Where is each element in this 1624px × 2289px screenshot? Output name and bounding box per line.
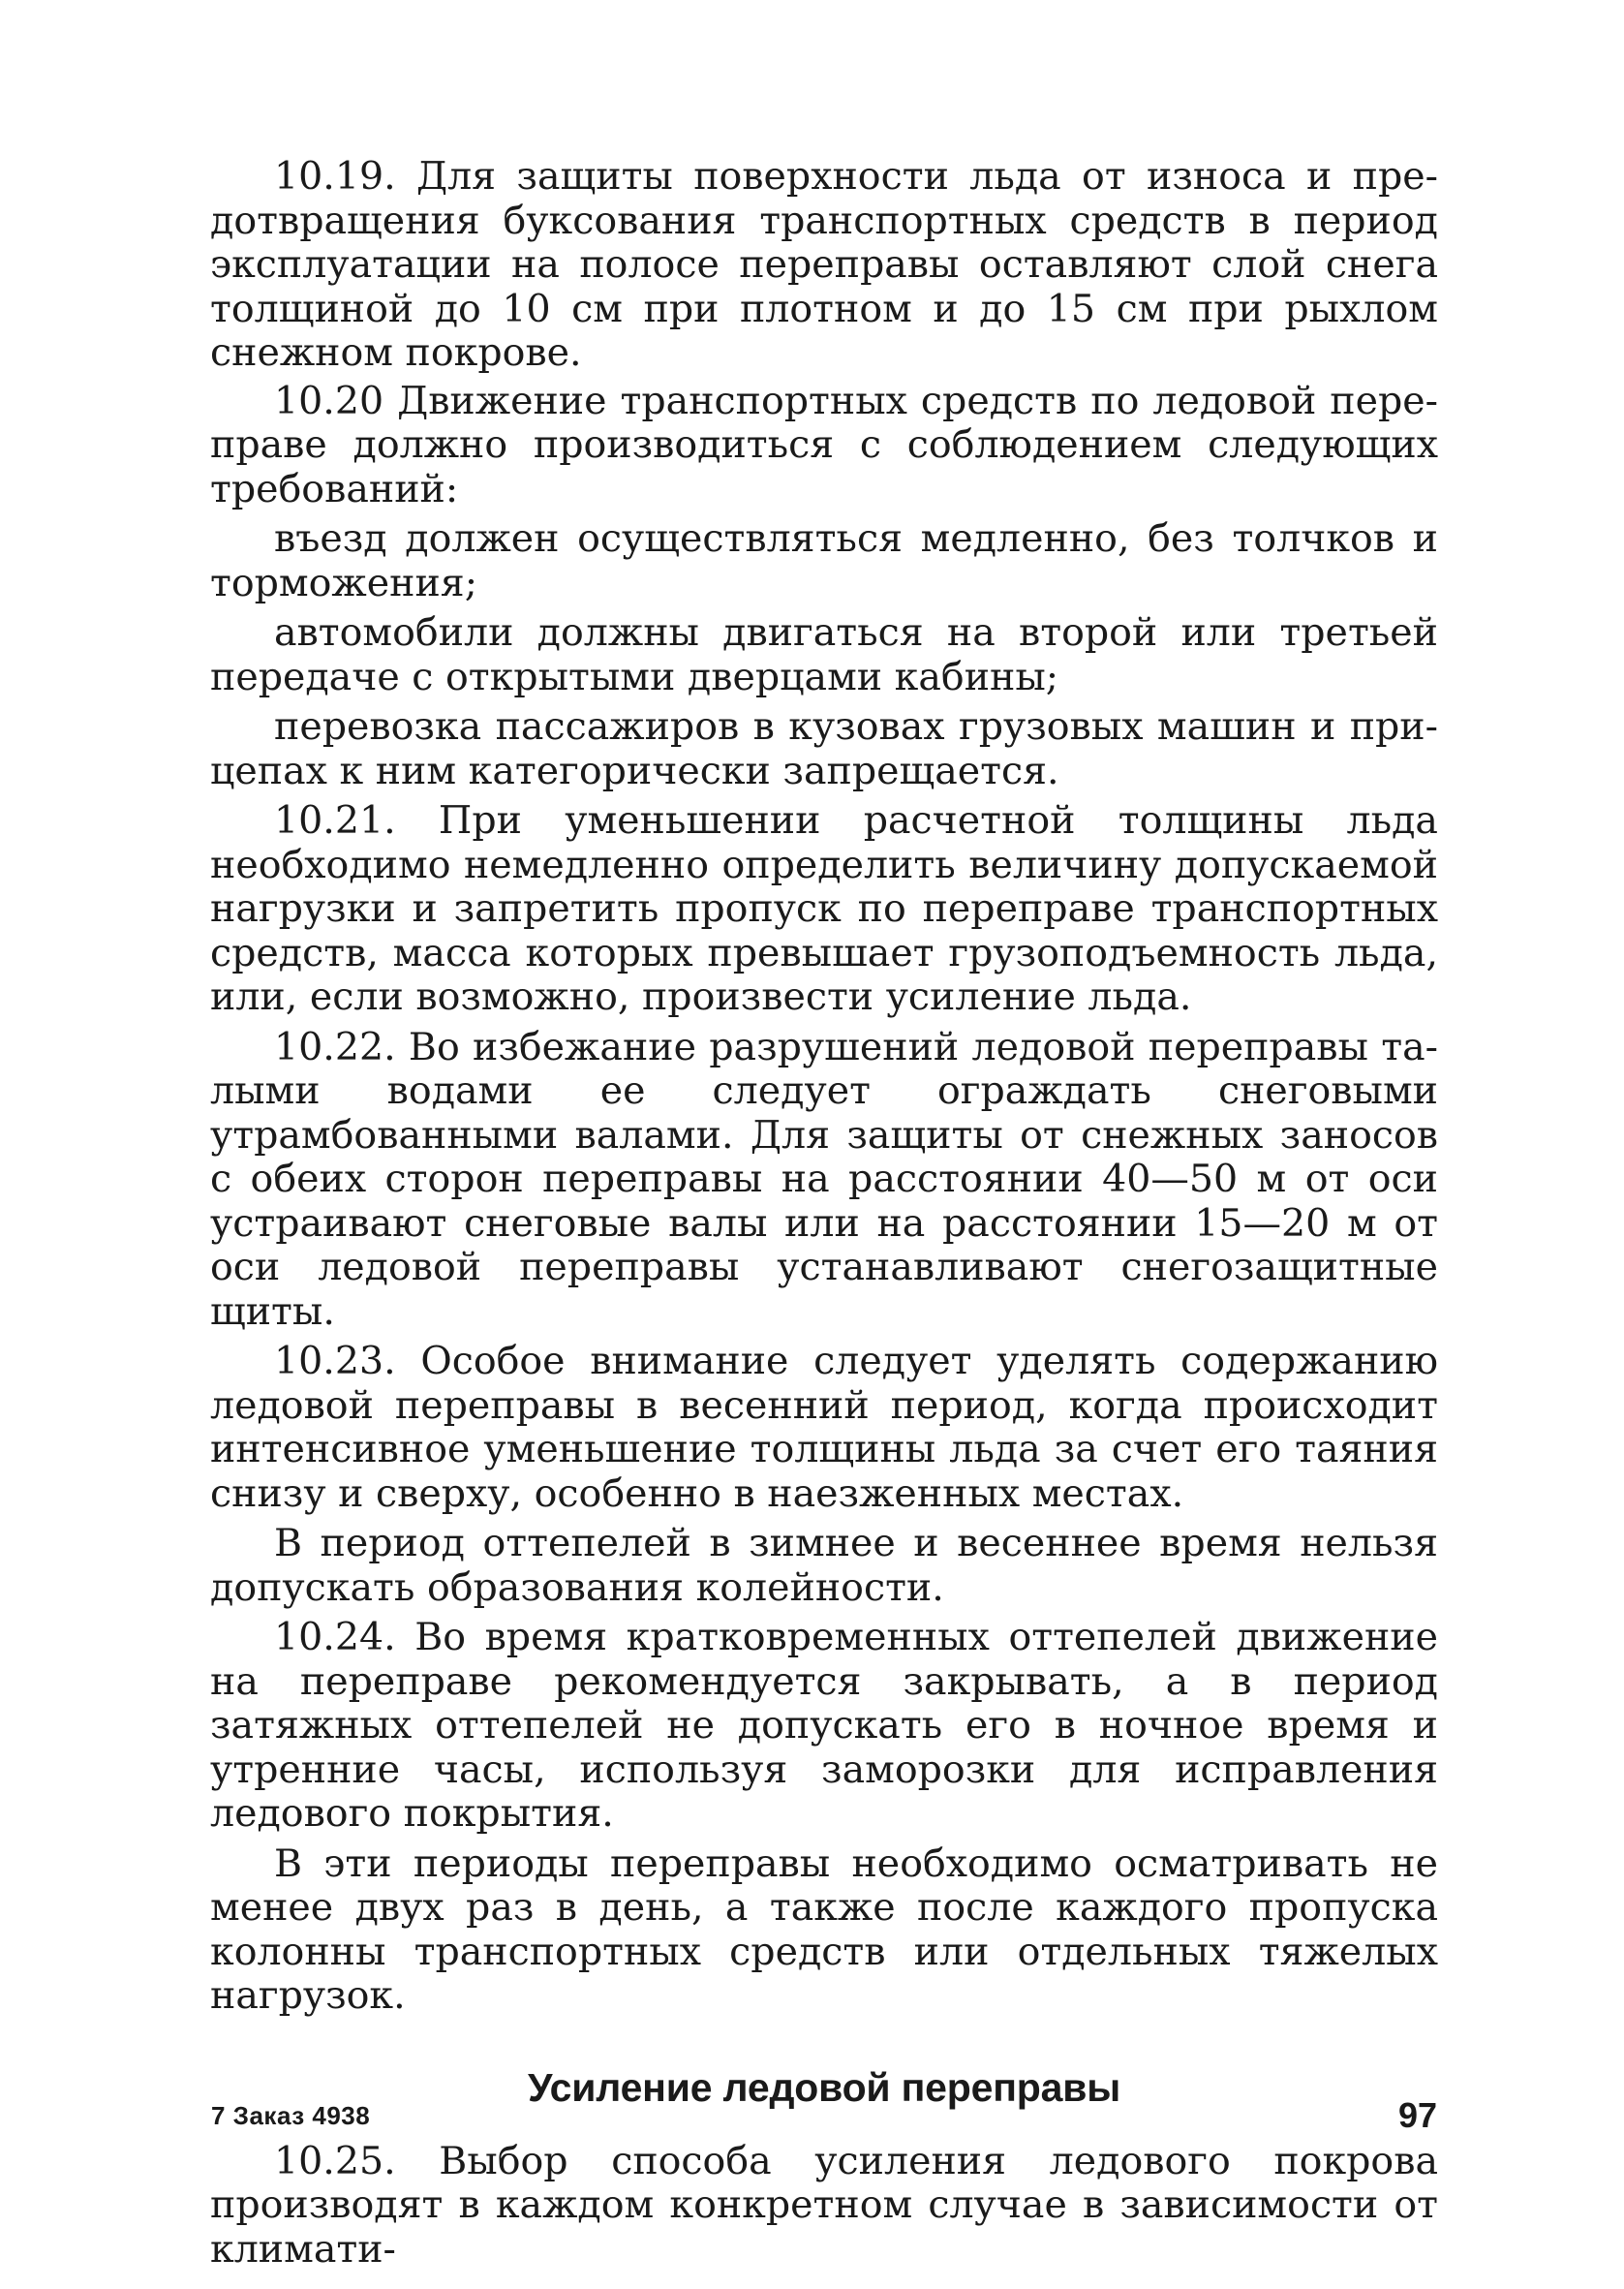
paragraph-10-20: 10.20 Движение транспортных средств по ледовой переправе должно производиться с соблюдением следующих требований: (210, 378, 1438, 511)
paragraph-10-19: 10.19. Для защиты поверхности льда от износа и предотвращения буксования транспортных средств в период эксплуатации на полосе переправы оставляют слой снега толщиной до 10 см при плотном и до 15 см при рыхлом снежном покрове. (210, 154, 1438, 375)
list-item-vehicles: автомобили должны двигаться на второй или третьей передаче с открытыми дверцами кабины; (210, 610, 1438, 699)
page-footer (211, 2095, 1437, 2140)
paragraph-10-22: 10.22. Во избежание разрушений ледовой переправы талыми водами ее следует ограждать снеговыми утрамбованными валами. Для защиты от снежных заносов с обеих сторон переправы на расстоянии 40—50 м от оси устраивают снеговые валы или на расстоянии 15—20 м от оси ледовой переправы устанавливают снегозащитные щиты. (210, 1024, 1438, 1334)
paragraph-10-23: 10.23. Особое внимание следует уделять содержанию ледовой переправы в весенний период, когда происходит интенсивное уменьшение толщины льда за счет его таяния снизу и сверху, особенно в наезженных местах. (210, 1339, 1438, 1516)
paragraph-10-25: 10.25. Выбор способа усиления ледового покрова производят в каждом конкретном случае в зависимости от климати- (210, 2138, 1438, 2272)
paragraph-thaw-period: В период оттепелей в зимнее и весеннее время нельзя допускать образования колейности. (210, 1521, 1438, 1610)
list-item-entry: въезд должен осуществляться медленно, без толчков и торможения; (210, 516, 1438, 605)
paragraph-10-21: 10.21. При уменьшении расчетной толщины льда необходимо немедленно определить величину допускаемой нагрузки и запретить пропуск по переправе транспортных средств, масса которых превышает грузоподъемность льда, или, если возможно, произвести усиление льда. (210, 798, 1438, 1019)
paragraph-inspection: В эти периоды переправы необходимо осматривать не менее двух раз в день, а также после каждого пропуска колонны транспортных средств или отдельных тяжелых нагрузок. (210, 1840, 1438, 2018)
page-number: 97 (1397, 2095, 1437, 2135)
printer-sheet-mark: 7 Заказ 4938 (211, 2101, 371, 2130)
paragraph-10-24: 10.24. Во время кратковременных оттепелей движение на переправе рекомендуется закрывать, а в период затяжных оттепелей не допускать его в ночное время и утренние часы, используя заморозки для исправления ледового покрытия. (210, 1615, 1438, 1836)
list-item-passengers: перевозка пассажиров в кузовах грузовых машин и прицепах к ним категорически запрещается. (210, 704, 1438, 793)
section-heading: Усиление ледовой переправы (527, 2064, 1121, 2110)
document-page (210, 155, 1438, 2277)
